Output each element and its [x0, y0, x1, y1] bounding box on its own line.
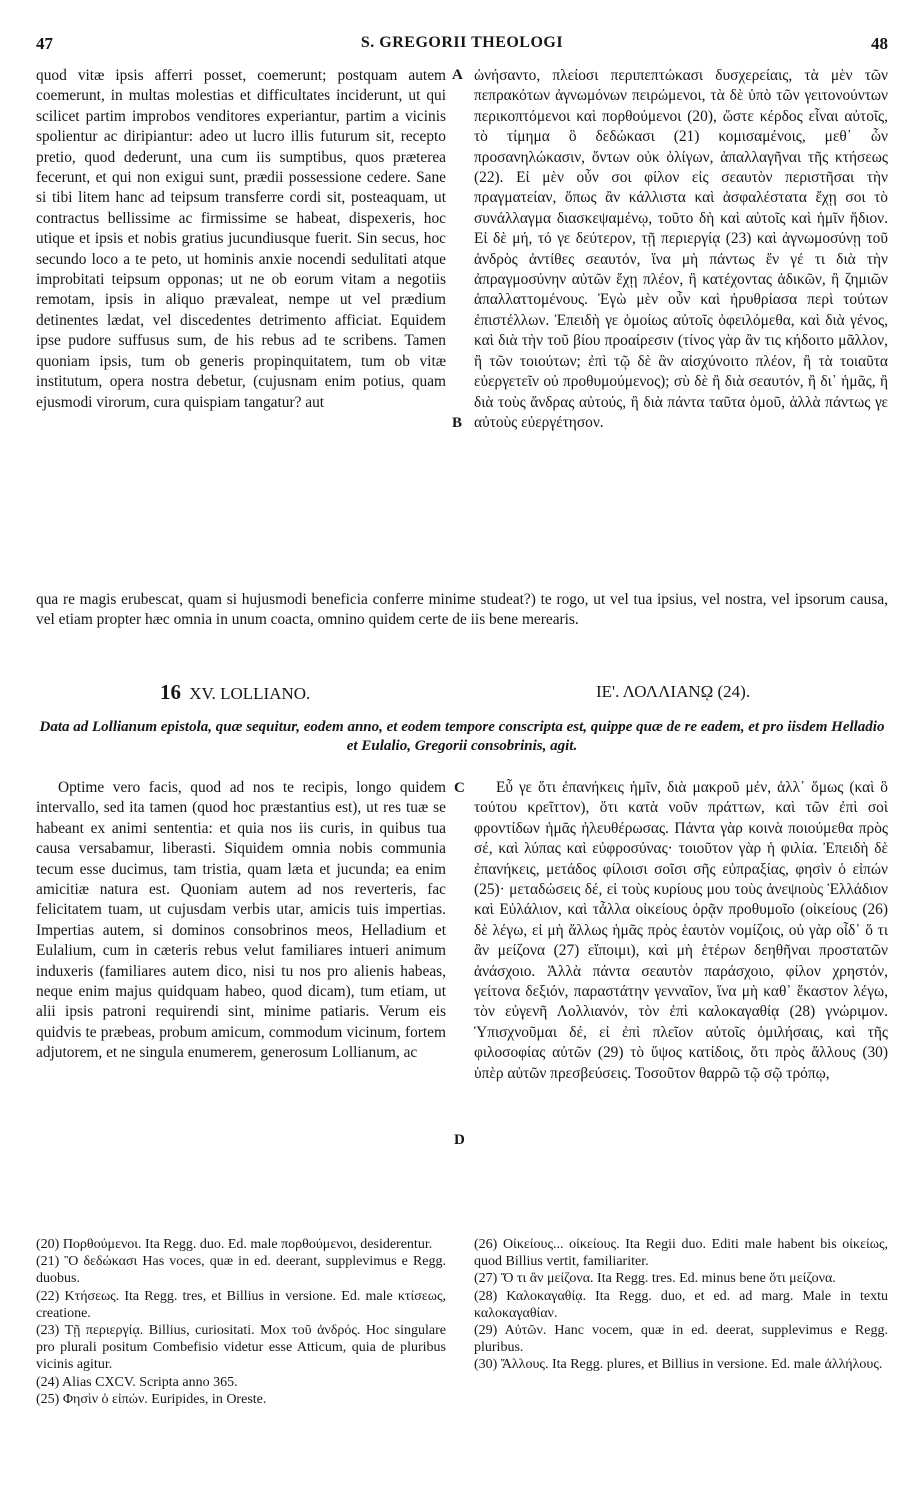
footnote: (21) Ὃ δεδώκασι Has voces, quæ in ed. deerant, supplevimus e Regg. duobus.: [36, 1254, 446, 1287]
footnote: (26) Οἰκείους... οἰκείους. Ita Regii duo. Editi male habent bis οἰκείως, quod Billius vertit, familiariter.: [474, 1237, 888, 1270]
latin-column-top: [36, 66, 446, 586]
greek-text-bottom: Εὖ γε ὅτι ἐπανήκεις ἡμῖν, διὰ μακροῦ μέν, ἀλλ᾽ ὅμως (καὶ ὃ τούτου κρεῖττον), ὅτι κατὰ νοῦν πράττων, καὶ τῶν ἐπὶ σοὶ φροντίδων ἡμᾶς ἠλευθέρωσας. Πάντα γὰρ κοινὰ ποιούμεθα πρὸς σέ, καὶ λύπας καὶ εὐφροσύνας· τοιοῦτον γὰρ ἡ φιλία. Ἐπειδὴ δὲ ἐπανήκεις, μετάδος φίλοισι σοῖσι σῆς εὐπραξίας, φησὶν ὁ εἰπών (25)· μεταδώσεις δέ, εἰ τοὺς κυρίους μου τοὺς ἀνεψιοὺς Ἑλλάδιον καὶ Εὐλάλιον, καὶ τἆλλα οἰκείους ὁρᾷν προθυμοῖο (οἰκείους (26) δὲ λέγω, εἰ μὴ ἄλλως ἡμᾶς πρὸς ἑαυτὸν νομίζοις, οὐ γὰρ οἶδ᾽ ὅ τι ἂν μείζονα (27) εἴποιμι), καὶ μὴ ἑτέρων δεηθῆναι προστατῶν ἀνάσχοιο. Ἀλλὰ πάντα σεαυτὸν παράσχοιο, φίλον χρηστόν, γείτονα δεξιόν, παραστάτην γενναῖον, ἵνα μὴ καθ᾽ ἕκαστον λέγω, τὸν εὐγενῆ Λολλιανόν, τὸν ἐπὶ καλοκαγαθίᾳ (28) γνώριμον. Ὑπισχνοῦμαι δέ, εἰ ἐπὶ πλεῖον αὐτοῖς ὁμιλήσαις, καὶ τῆς φιλοσοφίας αὐτῶν (29) τὸ ὕψος κατίδοις, ὅτι πρὸς ἄλλους (30) ὑπὲρ αὐτῶν πρεσβεύσεις. Τοσοῦτον θαρρῶ τῷ σῷ τρόπῳ,: [474, 779, 888, 1082]
letter-number: 16: [160, 680, 181, 704]
latin-text-continuation: qua re magis erubescat, quam si hujusmodi beneficia conferre minime studeat?) te rogo, ut vel tua ipsius, vel nostra, vel ipsorum causa, vel etiam propter hæc omnia in unum coacta, omnino quidem certe de iis bene merearis.: [36, 591, 888, 629]
margin-letter-a: A: [452, 67, 463, 83]
footnote: (22) Κτήσεως. Ita Regg. tres, et Billius in versione. Ed. male κτίσεως, creatione.: [36, 1288, 446, 1321]
letter-heading-greek: [596, 682, 750, 702]
letter-summary: Data ad Lollianum epistola, quæ sequitur, eodem anno, et eodem tempore conscripta est, quippe quæ de re eadem, et pro iisdem Helladio et Eulalio, Gregorii consobrinis, agit.: [39, 719, 885, 754]
footnotes-left: [36, 1236, 446, 1408]
latin-continuation: [36, 590, 888, 660]
greek-column-bottom: [474, 778, 888, 1210]
footnote: (29) Αὐτῶν. Hanc vocem, quæ in ed. deerat, supplevimus e Regg. pluribus.: [474, 1323, 888, 1356]
greek-text-top: ὠνήσαντο, πλείοσι περιπεπτώκασι δυσχερείαις, τὰ μὲν τῶν πεπρακότων ἀγνωμόνων πειρώμενοι, τὰ δὲ ὑπὸ τῶν γειτονούντων περικοπτόμενοι καὶ πορθούμενοι (20), ὥστε κέρδος εἶναι αὐτοῖς, τὸ τίμημα ὃ δεδώκασι (21) κομισαμένοις, μεθ᾽ ὧν προσανηλώκασιν, ὄντων οὐκ ὀλίγων, ἀπαλλαγῆναι τῆς κτήσεως (22). Εἰ μὲν οὖν σοι φίλον εἰς σεαυτὸν περιστῆσαι τὴν πραγματείαν, ὅπως ἂν κάλλιστα καὶ ἀσφαλέστατα ἔχῃ σοι τὸ συνάλλαγμα διασκεψαμένῳ, τοῦτο δὴ καὶ αὐτοῖς καὶ ἡμῖν ἥδιον. Εἰ δὲ μή, τό γε δεύτερον, τῇ περιεργίᾳ (23) καὶ ἀγνωμοσύνῃ τοῦ ἀνδρὸς ἀντίθες σεαυτόν, ἵνα μὴ πάντως ἔν γέ τι διὰ τὴν ἀπραγμοσύνην αὐτῶν ἔχῃ πλέον, ἢ κατέχοντας ἀδικῶν, ἢ ζημιῶν ἀπαλλαττομένους. Ἐγὼ μὲν οὖν καὶ ἠρυθρίασα περὶ τούτων ἐπιστέλλων. Ἐπειδὴ γε ὁμοίως αὐτοῖς ὀφειλόμεθα, καὶ διὰ γένος, καὶ διὰ τὴν τοῦ βίου προαίρεσιν (τίνος γὰρ ἂν τις κήδοιτο μᾶλλον, ἢ τῶν τοιούτων; ἐπὶ τῷ δὲ ἂν αἰσχύνοιτο πλέον, ἢ τὰ τοιαῦτα εὐεργετεῖν οὐ προθυμούμενος); σὺ δὲ ἢ διὰ σεαυτόν, ἢ δι᾽ ἡμᾶς, ἢ διὰ τοὺς ἄνδρας αὐτούς, ἢ διὰ πάντα ταῦτα ὁμοῦ, ἀλλὰ πάντως γε αὐτοὺς εὐεργέτησον.: [474, 67, 888, 431]
margin-letter-d: D: [454, 1132, 465, 1148]
footnote: (28) Καλοκαγαθίᾳ. Ita Regg. duo, et ed. ad marg. Male in textu καλοκαγαθίαν.: [474, 1288, 888, 1321]
latin-column-bottom: [36, 778, 446, 1210]
latin-text-top: quod vitæ ipsis afferri posset, coemerunt; postquam autem coemerunt, in multas molestias et difficultates inciderunt, ut qui scilicet partim improbos venditores experiantur, partim a vicinis spolientur ac diripiantur: adeo ut lucro illis futurum sit, recepto pretio, quod dederunt, una cum iis sumptibus, quos præterea fecerunt, et qui non exigui sunt, prædii possessione cedere. Sane si tibi litem hanc ad teipsum transferre cordi sit, posteaquam, ut contractus bellissime ac firmissime se habeat, dispexeris, hoc utique et ipsis et nobis gratius jucundiusque fuerit. Sin secus, hoc secundo loco a te peto, ut hominis anxie nocendi sedulitati atque improbitati teipsum opponas; ut ne ob eorum vitam a negotiis remotam, ipsis in aliquo prævaleat, nempe ut vel prædium detinentes lædat, vel discedentes detrimento afficiat. Equidem ipse pudore suffusus sum, de his rebus ad te scribens. Tamen quoniam ipsis, tum ob generis propinquitatem, tum ob vitæ institutum, opera nostra debetur, (cujusnam enim potius, quam ejusmodi virorum, cura quispiam tangatur? aut: [36, 67, 446, 411]
latin-text-bottom: Optime vero facis, quod ad nos te recipis, longo quidem intervallo, sed ita tamen (quod hoc præstantius est), ut res tuæ se habeant ex animi sententia: et quia nos iis curis, in quibus tua causa versabamur, liberasti. Siquidem omnia nobis communia tecum esse ducimus, tam tristia, quam læta et jucunda; ea enim amicitiæ natura est. Quoniam autem ad nos reverteris, fac felicitatem tuam, ut cujusdam verbis utar, amicis tuis impertias. Impertias autem, si dominos consobrinos meos, Helladium et Eulalium, cum in cæteris rebus velut familiares intueri animum induxeris (familiares autem dico, nisi tu nos pro alienis habeas, neque enim majus quidquam habeo, quod dicam), tum etiam, ut alii ipsis patroni requirendi sint, minime patiaris. Verum eis quidvis te præbeas, probum amicum, commodum vicinum, fortem adjutorem, et ne singula enumerem, generosum Lollianum, ac: [36, 779, 446, 1062]
footnote: (27) Ὅ τι ἂν μείζονα. Ita Regg. tres. Ed. minus bene ὅτι μείζονα.: [474, 1271, 836, 1287]
footnote: (23) Τῇ περιεργίᾳ. Billius, curiositati. Mox τοῦ ἀνδρός. Hoc singulare pro plurali positum Combefisio videtur esse Atticum, quia de pluribus vicinis agitur.: [36, 1323, 446, 1373]
page-header: [36, 34, 888, 58]
letter-title-greek: ΙΕ'. ΛΟΛΛΙΑΝῼ (24).: [596, 682, 751, 701]
footnote: (20) Πορθούμενοι. Ita Regg. duo. Ed. male πορθούμενοι, desiderentur.: [36, 1237, 433, 1252]
page-number-right: 48: [871, 34, 888, 53]
running-title: S. GREGORII THEOLOGI: [360, 34, 564, 51]
footnote: (30) Ἄλλους. Ita Regg. plures, et Billius in versione. Ed. male ἀλλήλους.: [474, 1357, 883, 1373]
letter-title-latin: XV. LOLLIANO.: [189, 684, 311, 703]
margin-letter-b: B: [452, 415, 463, 431]
letter-heading-latin: [160, 680, 310, 705]
footnote: (24) Alias CXCV. Scripta anno 365.: [36, 1374, 238, 1390]
greek-column-top: [474, 66, 888, 586]
page-number-left: 47: [36, 34, 53, 53]
margin-letter-c: C: [454, 780, 465, 796]
footnotes-right: [474, 1236, 888, 1374]
footnote: (25) Φησὶν ὁ εἰπών. Euripides, in Oreste.: [36, 1391, 267, 1407]
